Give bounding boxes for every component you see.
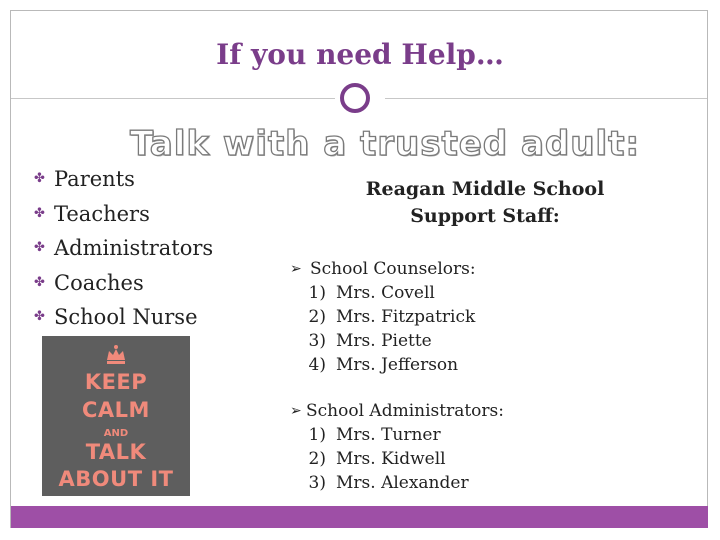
staff-name: Mrs. Piette xyxy=(336,331,432,351)
list-number: 2) xyxy=(308,449,326,469)
list-item xyxy=(290,471,504,495)
list-number: 3) xyxy=(308,473,326,493)
counselors-section xyxy=(290,257,476,377)
list-item xyxy=(290,281,476,305)
list-number: 3) xyxy=(308,331,326,351)
list-item-label: School Nurse xyxy=(54,305,198,329)
poster-line-about-it: ABOUT IT xyxy=(58,467,174,491)
trusted-adults-list xyxy=(34,162,213,335)
administrators-heading-label: School Administrators: xyxy=(306,401,504,421)
administrators-section xyxy=(290,399,504,495)
staff-name: Mrs. Turner xyxy=(336,425,441,445)
poster-line-keep: KEEP xyxy=(84,370,148,394)
arrow-bullet-icon: ➢ xyxy=(290,261,302,277)
list-item xyxy=(34,162,213,197)
list-item-label: Coaches xyxy=(54,270,144,295)
keep-calm-poster xyxy=(42,336,190,496)
list-number: 1) xyxy=(308,425,326,445)
list-item xyxy=(34,300,213,335)
counselors-heading xyxy=(290,257,476,281)
bullet-icon: ✤ xyxy=(34,240,45,255)
title-rule-left xyxy=(11,98,335,99)
bullet-icon: ✤ xyxy=(34,171,45,186)
staff-name: Mrs. Kidwell xyxy=(336,449,446,469)
staff-name: Mrs. Alexander xyxy=(336,473,469,493)
counselors-list xyxy=(290,281,476,377)
staff-name: Mrs. Covell xyxy=(336,283,435,303)
list-number: 1) xyxy=(308,283,326,303)
title-rule-right xyxy=(385,98,707,99)
bullet-icon: ✤ xyxy=(34,309,45,324)
bullet-icon: ✤ xyxy=(34,274,45,290)
list-item xyxy=(290,329,476,353)
poster-line-talk: TALK xyxy=(85,440,147,464)
administrators-heading xyxy=(290,399,504,423)
list-item-label: Teachers xyxy=(54,201,150,226)
staff-name: Mrs. Fitzpatrick xyxy=(336,307,476,327)
bullet-icon: ✤ xyxy=(34,205,45,221)
slide-title: If you need Help… xyxy=(216,38,504,71)
list-item xyxy=(290,353,476,377)
staff-heading xyxy=(330,176,640,230)
counselors-heading-label: School Counselors: xyxy=(310,259,476,279)
poster-line-calm: CALM xyxy=(82,398,150,422)
arrow-bullet-icon: ➢ xyxy=(290,403,302,419)
list-item xyxy=(290,305,476,329)
administrators-list xyxy=(290,423,504,495)
footer-bar xyxy=(11,506,708,528)
list-item-label: Parents xyxy=(54,167,135,191)
list-item xyxy=(290,447,504,471)
list-number: 2) xyxy=(308,307,326,327)
list-item xyxy=(34,266,213,301)
slide-subtitle: Talk with a trusted adult: xyxy=(130,124,640,164)
list-item xyxy=(34,231,213,266)
staff-name: Mrs. Jefferson xyxy=(336,355,459,375)
staff-heading-line1: Reagan Middle School xyxy=(365,178,605,200)
crown-icon xyxy=(104,344,128,366)
poster-line-and: AND xyxy=(103,428,129,439)
ring-icon xyxy=(340,83,370,113)
list-item xyxy=(290,423,504,447)
list-item xyxy=(34,197,213,232)
list-number: 4) xyxy=(308,355,326,375)
staff-heading-line2: Support Staff: xyxy=(410,205,560,227)
list-item-label: Administrators xyxy=(54,236,214,260)
